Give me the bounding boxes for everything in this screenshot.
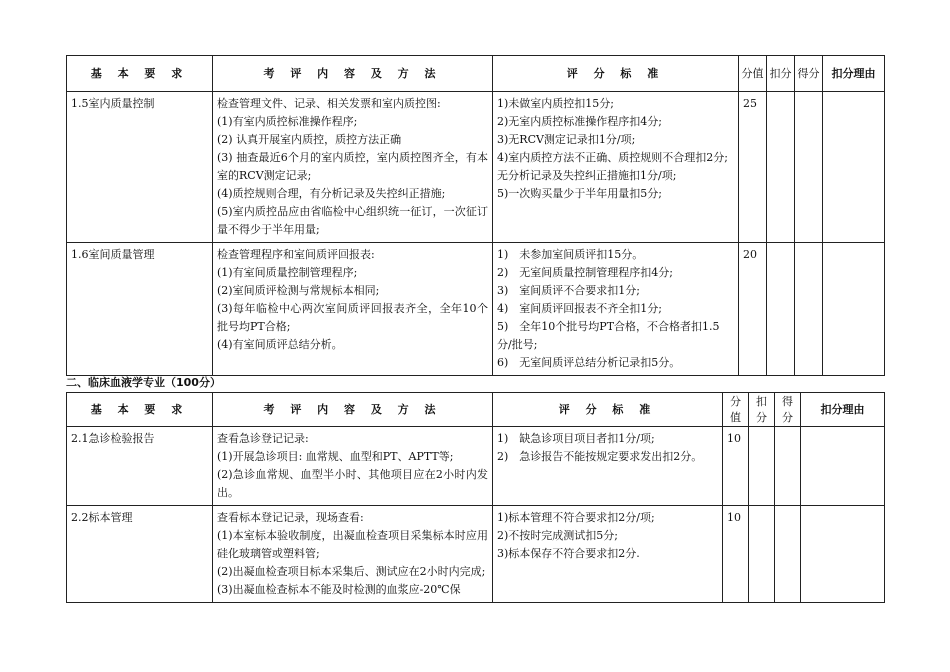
item-title: 2.2标本管理 (67, 506, 213, 603)
item-title: 1.5室内质量控制 (67, 92, 213, 243)
standard-line: 3)无RCV测定记录扣1分/项; (497, 133, 636, 146)
table-header-row (67, 393, 885, 427)
method-line: (4)质控规则合理，有分析记录及失控纠正措施; (217, 187, 446, 200)
standard-line: 1)标本管理不符合要求扣2分/项; (497, 511, 655, 524)
standard-cell (493, 92, 739, 243)
method-line: 查看标本登记记录，现场查看: (217, 511, 364, 524)
method-line: 检查管理文件、记录、相关发票和室内质控图: (217, 97, 441, 110)
method-line: (4)有室间质评总结分析。 (217, 338, 343, 351)
evaluation-table-2 (66, 392, 885, 603)
method-cell (213, 427, 493, 506)
header-basic-requirement: 基 本 要 求 (67, 56, 213, 92)
deduct-cell[interactable] (767, 243, 795, 376)
deduct-cell[interactable] (749, 506, 775, 603)
table-row (67, 427, 885, 506)
points-cell: 10 (723, 506, 749, 603)
header-score: 得分 (775, 393, 801, 427)
method-cell (213, 243, 493, 376)
score-cell[interactable] (795, 243, 823, 376)
method-line: (1)有室内质控标准操作程序; (217, 115, 358, 128)
method-line: (1)开展急诊项目: 血常规、血型和PT、APTT等; (217, 450, 454, 463)
score-cell[interactable] (775, 506, 801, 603)
standard-line: 1)未做室内质控扣15分; (497, 97, 614, 110)
table-row (67, 92, 885, 243)
method-line: (2)急诊血常规、血型半小时、其他项目应在2小时内发出。 (217, 468, 488, 499)
method-line: (5)室内质控品应由省临检中心组织统一征订，一次征订量不得少于半年用量; (217, 205, 488, 236)
header-standard: 评 分 标 准 (493, 56, 739, 92)
standard-line: 3) 室间质评不合要求扣1分; (497, 284, 640, 297)
standard-line: 2)无室内质控标准操作程序扣4分; (497, 115, 662, 128)
deduct-cell[interactable] (767, 92, 795, 243)
method-cell (213, 506, 493, 603)
header-deduct-reason: 扣分理由 (801, 393, 885, 427)
reason-cell[interactable] (801, 427, 885, 506)
method-line: (2)室间质评检测与常规标本相同; (217, 284, 380, 297)
points-cell: 25 (739, 92, 767, 243)
points-cell: 10 (723, 427, 749, 506)
item-title: 2.1急诊检验报告 (67, 427, 213, 506)
reason-cell[interactable] (801, 506, 885, 603)
table-row (67, 243, 885, 376)
evaluation-table-1 (66, 55, 885, 376)
item-title: 1.6室间质量管理 (67, 243, 213, 376)
header-deduct: 扣分 (767, 56, 795, 92)
method-cell (213, 92, 493, 243)
standard-line: 4)室内质控方法不正确、质控规则不合理扣2分; 无分析记录及失控纠正措施扣1分/项; (497, 151, 728, 182)
standard-line: 1) 未参加室间质评扣15分。 (497, 248, 644, 261)
header-method: 考 评 内 容 及 方 法 (213, 393, 493, 427)
section-title: 二、临床血液学专业（100分） (66, 376, 221, 389)
standard-line: 5)一次购买量少于半年用量扣5分; (497, 187, 662, 200)
reason-cell[interactable] (823, 243, 885, 376)
table-row (67, 506, 885, 603)
reason-cell[interactable] (823, 92, 885, 243)
standard-cell (493, 427, 723, 506)
method-line: (1)有室间质量控制管理程序; (217, 266, 358, 279)
header-points: 分值 (739, 56, 767, 92)
standard-line: 2) 无室间质量控制管理程序扣4分; (497, 266, 673, 279)
header-method: 考 评 内 容 及 方 法 (213, 56, 493, 92)
points-cell: 20 (739, 243, 767, 376)
header-score: 得分 (795, 56, 823, 92)
method-line: (3)出凝血检查标本不能及时检测的血浆应-20℃保 (217, 583, 461, 596)
standard-line: 4) 室间质评回报表不齐全扣1分; (497, 302, 662, 315)
standard-line: 3)标本保存不符合要求扣2分. (497, 547, 640, 560)
deduct-cell[interactable] (749, 427, 775, 506)
standard-cell (493, 243, 739, 376)
method-line: (1)本室标本验收制度，出凝血检查项目采集标本时应用硅化玻璃管或塑料管; (217, 529, 488, 560)
standard-line: 6) 无室间质评总结分析记录扣5分。 (497, 356, 681, 369)
score-cell[interactable] (795, 92, 823, 243)
score-cell[interactable] (775, 427, 801, 506)
method-line: (2)出凝血检查项目标本采集后、测试应在2小时内完成; (217, 565, 486, 578)
header-deduct: 扣分 (749, 393, 775, 427)
header-points: 分值 (723, 393, 749, 427)
header-basic-requirement: 基 本 要 求 (67, 393, 213, 427)
method-line: (3)每年临检中心两次室间质评回报表齐全，全年10个批号均PT合格; (217, 302, 488, 333)
method-line: (3) 抽查最近6个月的室内质控，室内质控图齐全，有本室的RCV测定记录; (217, 151, 488, 182)
standard-line: 2) 急诊报告不能按规定要求发出扣2分。 (497, 450, 703, 463)
header-deduct-reason: 扣分理由 (823, 56, 885, 92)
standard-line: 5) 全年10个批号均PT合格，不合格者扣1.5分/批号; (497, 320, 720, 351)
header-standard: 评 分 标 准 (493, 393, 723, 427)
method-line: (2) 认真开展室内质控，质控方法正确 (217, 133, 402, 146)
standard-line: 2)不按时完成测试扣5分; (497, 529, 618, 542)
standard-cell (493, 506, 723, 603)
standard-line: 1) 缺急诊项目项目者扣1分/项; (497, 432, 655, 445)
method-line: 查看急诊登记记录: (217, 432, 309, 445)
table-header-row (67, 56, 885, 92)
method-line: 检查管理程序和室间质评回报表: (217, 248, 375, 261)
